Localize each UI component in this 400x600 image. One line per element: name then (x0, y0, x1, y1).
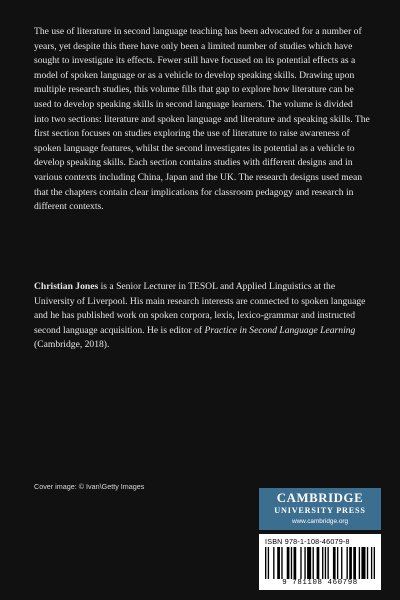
publisher-logo (259, 488, 381, 530)
barcode-digits: 9 781108 460798 (282, 579, 358, 587)
author-bio (34, 280, 370, 353)
publisher-url: www.cambridge.org (291, 518, 349, 525)
author-bio-text-end: (Cambridge, 2018). (34, 339, 110, 351)
author-name: Christian Jones (34, 281, 99, 292)
book-title-reference: Practice in Second Language Learning (204, 324, 356, 336)
book-blurb: The use of literature in second language teaching has been advocated for a number of years, yet despite this there have only been a limited number of studies which have sought to investigate its effects. Fewer still have focused on its potential effects as a model of spoken language or as a vehicle to develop speaking skills. Drawing upon multiple research studies, this volume fills that gap to explore how literature can be used to develop speaking skills in second language learners. The volume is divided into two sections: literature and spoken language and literature and speaking skills. The first section focuses on studies exploring the use of literature to raise awareness of spoken language features, whilst the second investigates its potential as a vehicle to develop speaking skills. Each section contains studies with different designs and in various contexts including China, Japan and the UK. The research designs used mean that the chapters contain clear implications for classroom pedagogy and research in different contexts. (34, 26, 370, 213)
author-bio-text: is a Senior Lecturer in TESOL and Applied Linguistics at the University of Liverpool. His main research interests are connected to spoken language and he has published work on spoken corpora, lexis, lexico-grammar and instructed second language acquisition. He is editor of (34, 281, 366, 336)
isbn-number: ISBN 978-1-108-46079-8 (265, 537, 350, 546)
isbn-barcode (259, 534, 381, 590)
barcode-icon (265, 547, 375, 579)
publisher-name: CAMBRIDGE (276, 491, 364, 505)
cover-image-credit: Cover image: © Ivan\Getty Images (34, 482, 145, 491)
publisher-subtitle: UNIVERSITY PRESS (274, 506, 366, 515)
